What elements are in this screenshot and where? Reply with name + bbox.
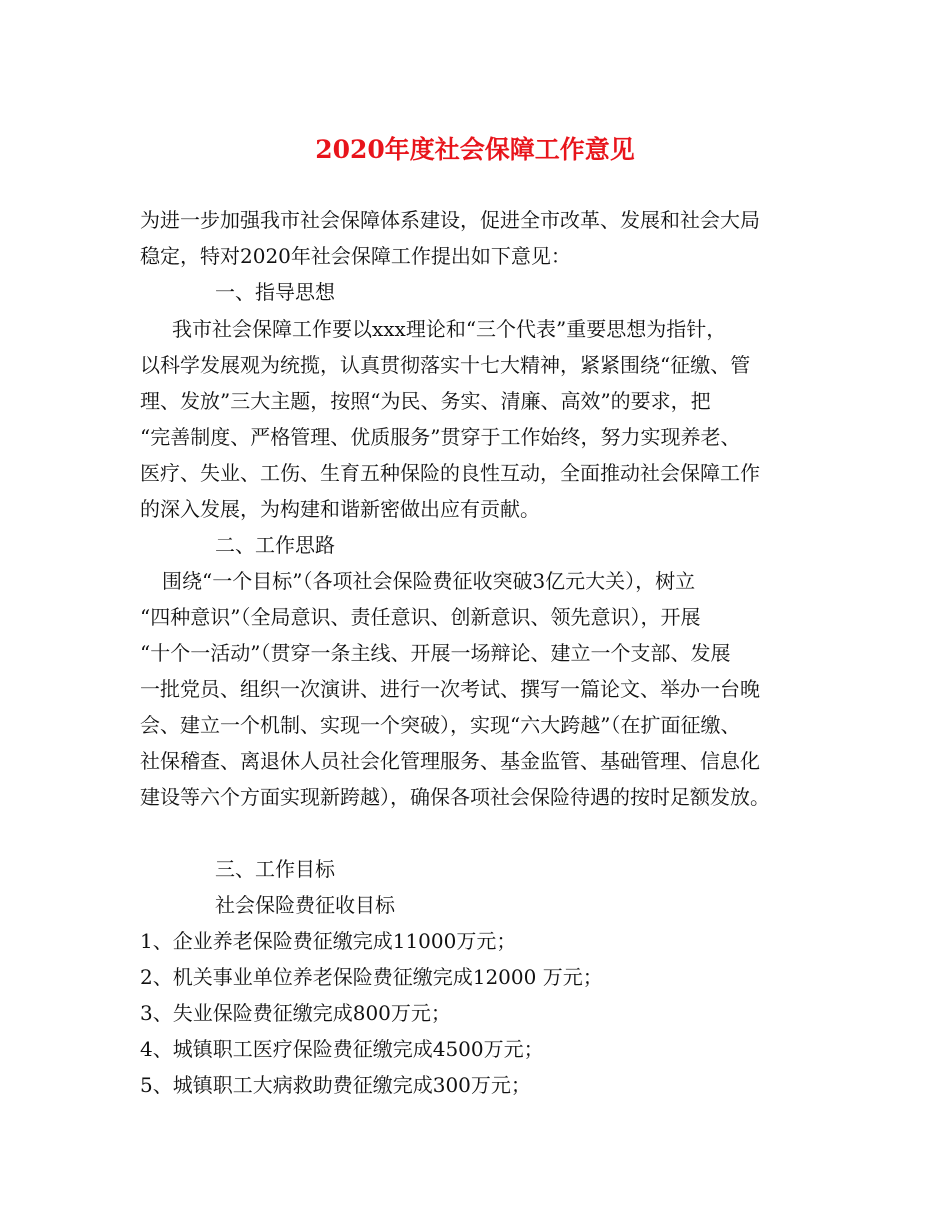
section2-line-7: 建设等六个方面实现新跨越），确保各项社会保险待遇的按时足额发放。 <box>140 785 770 809</box>
target-item-4: 4、城镇职工医疗保险费征缴完成4500万元； <box>140 1037 544 1061</box>
target-item-3: 3、失业保险费征缴完成800万元； <box>140 1001 451 1025</box>
section1-line-2: 以科学发展观为统揽，认真贯彻落实十七大精神，紧紧围绕“征缴、管 <box>140 353 751 377</box>
section3-subheading: 社会保险费征收目标 <box>215 893 395 917</box>
document-title: 2020年度社会保障工作意见 <box>315 135 635 164</box>
section2-line-3: “十个一活动”（贯穿一条主线、开展一场辩论、建立一个支部、发展 <box>140 641 731 665</box>
section2-heading: 二、工作思路 <box>215 533 335 557</box>
section2-line-4: 一批党员、组织一次演讲、进行一次考试、撰写一篇论文、举办一台晚 <box>140 677 760 701</box>
section2-line-2: “四种意识”（全局意识、责任意识、创新意识、领先意识），开展 <box>140 605 701 629</box>
section2-line-1: 围绕“一个目标”（各项社会保险费征收突破3亿元大关），树立 <box>162 569 696 593</box>
section1-line-5: 医疗、失业、工伤、生育五种保险的良性互动，全面推动社会保障工作 <box>140 461 760 485</box>
target-item-2: 2、机关事业单位养老保险费征缴完成12000 万元； <box>140 965 603 989</box>
section2-line-5: 会、建立一个机制、实现一个突破），实现“六大跨越”（在扩面征缴、 <box>140 713 741 737</box>
intro-line-1: 为进一步加强我市社会保障体系建设，促进全市改革、发展和社会大局 <box>140 208 760 232</box>
target-item-5: 5、城镇职工大病救助费征缴完成300万元； <box>140 1073 531 1097</box>
intro-line-2: 稳定，特对2020年社会保障工作提出如下意见： <box>140 244 571 268</box>
section1-line-6: 的深入发展，为构建和谐新密做出应有贡献。 <box>140 497 540 521</box>
section1-line-4: “完善制度、严格管理、优质服务”贯穿于工作始终，努力实现养老、 <box>140 425 741 449</box>
section2-line-6: 社保稽查、离退休人员社会化管理服务、基金监管、基础管理、信息化 <box>140 749 760 773</box>
section1-line-1: 我市社会保障工作要以xxx理论和“三个代表”重要思想为指针， <box>172 317 727 341</box>
section1-line-3: 理、发放”三大主题，按照“为民、务实、清廉、高效”的要求，把 <box>140 389 711 413</box>
section3-heading: 三、工作目标 <box>215 857 335 881</box>
section1-heading: 一、指导思想 <box>215 280 335 304</box>
target-item-1: 1、企业养老保险费征缴完成11000万元； <box>140 929 517 953</box>
